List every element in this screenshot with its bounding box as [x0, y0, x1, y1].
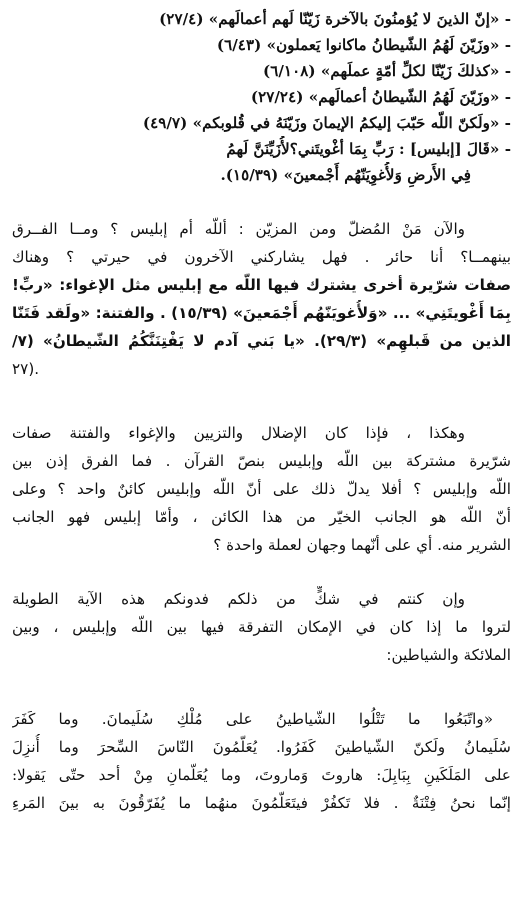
paragraph-line: إنّما نحنُ فِتْنَةٌ . فلا تَكفُرْ فيتَعَلّمُونَ منهُما ما يُفَرّقُونَ به بينَ المَرءِ: [12, 794, 511, 812]
paragraph-line: وهكذا ، فإذا كان الإضلال والتزيين والإغواء والفتنة صفات: [12, 424, 465, 442]
quote-line: - «وزَيّنَ لَهُمُ الشّيطانُ أعمالَهم» (٢٧/٢٤): [250, 88, 511, 106]
paragraph-line: «واتّبَعُوا ما تَتْلُوا الشّياطينُ على مُلْكِ سُلَيمانَ. وما كَفَرَ: [12, 710, 493, 728]
paragraph-line: أنّ اللّه هو الجانب الخيّر من هذا الكائن ، وأمّا إبليس فهو الجانب: [12, 508, 511, 526]
paragraph-line: اللّه وإبليس ؟ أفلا يدلّ ذلك على أنّ اللّه وإبليس كائنٌ واحد ؟ وعلى: [12, 480, 511, 498]
quote-line: فِي الأَرضِ وَلأُغوِيَنّهُم أَجْمعينَ» (١٥/٣٩).: [220, 166, 471, 184]
quote-line: - «وزَيّنَ لَهُمُ الشّيطانُ ماكانوا يَعملون» (٦/٤٣): [216, 36, 511, 54]
quote-line: - «إنّ الذينَ لا يُؤمنُونَ بالآخرة زَيّنّا لَهم أعمالَهم» (٢٧/٤): [159, 10, 511, 28]
paragraph-line: بينهمــا؟ أنا حائر . فهل يشاركني الآخرون في حيرتي ؟ وهناك: [12, 248, 511, 266]
quote-line: - «قَالَ [إبليس] : رَبِّ بِمَا أغْويتَني؟لأُزَيِّنَنَّ لَهمُ: [226, 140, 511, 158]
paragraph-line: على المَلَكَينِ بِبَابِلَ: هاروتَ وَماروتَ، وما يُعَلّمانِ مِنْ أحد حتّى يَقولا:: [12, 766, 511, 784]
paragraph-line: صفات شرّيرة أخرى يشترك فيها اللّه مع إبليس مثل الإغواء: «ربِّ!: [12, 276, 511, 294]
paragraph-line: شرّيرة مشتركة بين اللّه وإبليس بنصّ القرآن . فما الفرق إذن بين: [12, 452, 511, 470]
paragraph-line: لتروا ما إذا كان في الإمكان التفرقة فيها بين اللّه وإبليس ، وبين: [12, 618, 511, 636]
paragraph-line: وإن كنتم في شكٍّ من ذلكم فدونكم هذه الآية الطويلة: [12, 590, 465, 608]
quote-line: - «ولَكنّ اللّه حَبّبَ إليكمُ الإيمانَ وزَيّنَهُ في قُلوبكم» (٤٩/٧): [142, 114, 511, 132]
paragraph-line: بِمَا أَغْويتَنِي» ... «وَلأُغويَنّهُم أَجْمَعينَ» (١٥/٣٩) . والفتنة: «ولَقد فَتَنّا: [12, 304, 511, 322]
paragraph-line: سُلَيمانُ ولَكنّ الشّياطينَ كَفَرُوا. يُعَلّمُونَ النّاسَ السِّحرَ وما أُنزِلَ: [12, 738, 511, 756]
quote-line: - «كذلكَ زَيّنّا لكلِّ أمّةٍ عملَهم» (٦/١٠٨): [263, 62, 511, 80]
paragraph-line: الملائكة والشياطين:: [386, 646, 511, 664]
paragraph-line: والآن مَنْ المُضلّ ومن المزيّن : أللّه أم إبليس ؟ ومــا الفــرق: [12, 220, 465, 238]
paragraph-line: الذين من قَبلهِم» (٢٩/٣). «يا بَني آدم لا يَفْتِنَنَّكُمُ الشّيطانُ» (٧/: [12, 332, 511, 350]
paragraph-line: ٢٧).: [12, 360, 40, 378]
paragraph-line: الشرير منه. أي على أنّهما وجهان لعملة واحدة ؟: [213, 536, 511, 554]
